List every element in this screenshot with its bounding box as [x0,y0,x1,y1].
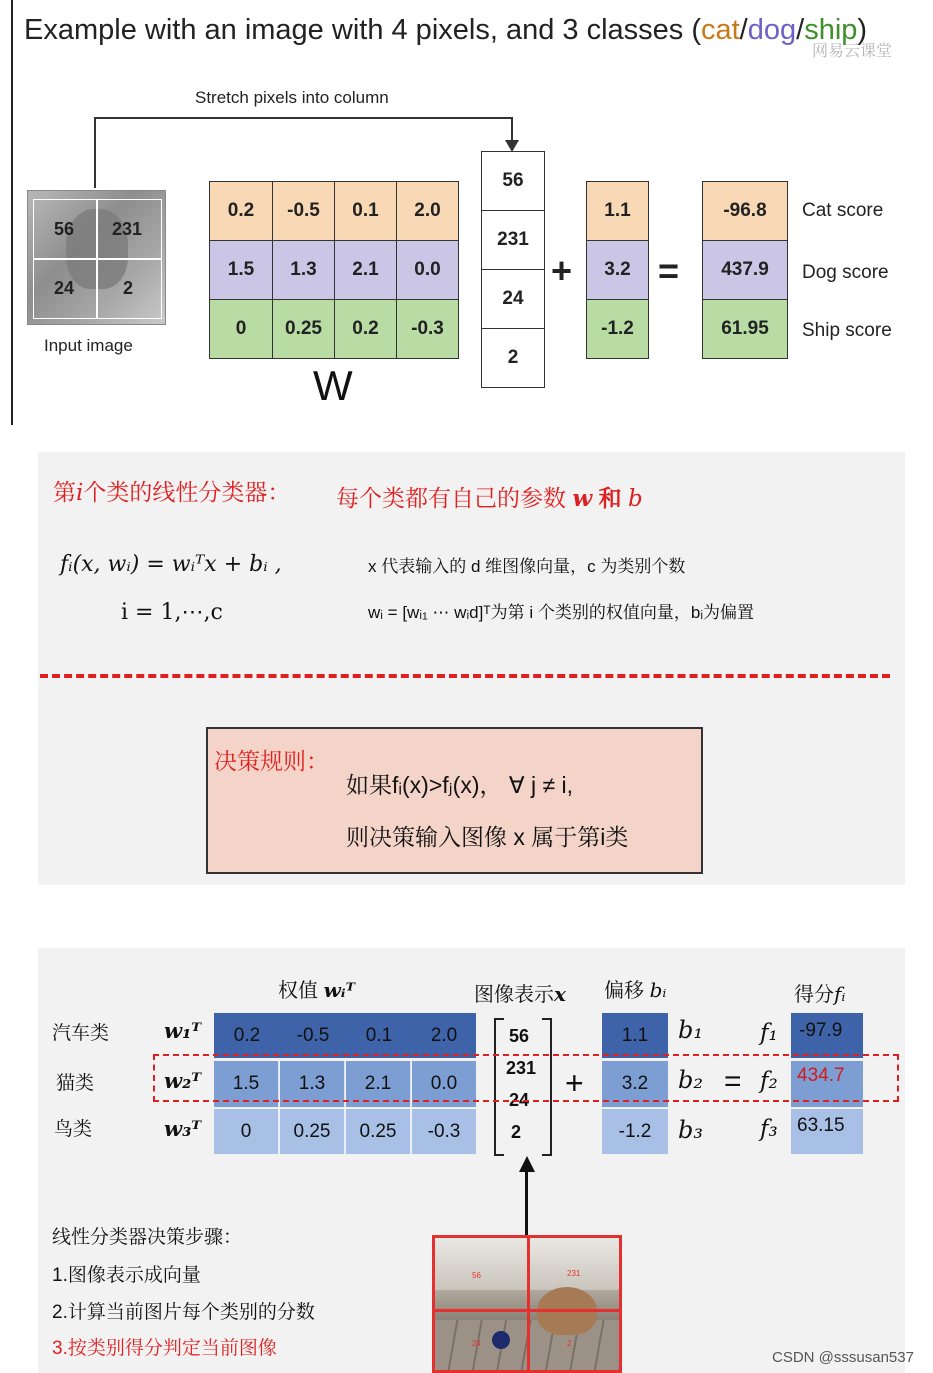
w-cell: -0.3 [396,299,459,359]
subheading-and: 和 [598,485,622,511]
w-cell: 2.0 [396,181,459,241]
photo-pixel-value: 231 [567,1269,581,1278]
f1-symbol: f₁ [760,1020,778,1046]
title-close: ) [857,14,868,46]
kitten-photo [432,1235,622,1373]
title-ship: ship [804,14,858,46]
step-3: 3.按类别得分判定当前图像 [52,1338,277,1359]
header-score [794,978,845,1007]
w-cell: 0 [214,1109,279,1154]
step-2: 2.计算当前图片每个类别的分数 [52,1302,315,1323]
w-cell: 0.25 [272,299,335,359]
header-image [474,978,566,1007]
bottom-panel [38,948,905,1373]
score-label-dog: Dog score [802,262,889,283]
decision-rule-box [206,727,703,874]
w-cell: 0.0 [396,240,459,300]
classifier-subheading [336,480,643,513]
score-label-cat: Cat score [802,200,884,221]
photo-arrow-head [518,1156,536,1172]
formula-line2: i = 1,⋯,c [121,600,223,625]
input-image [27,190,166,325]
b3-symbol: b₃ [678,1116,703,1144]
score-cell: -97.9 [791,1013,863,1058]
w3-symbol: w₃ᵀ [164,1116,202,1141]
title-slash1: / [739,14,748,46]
w-cell: 0.25 [346,1109,411,1154]
x-value: 24 [509,1090,530,1110]
photo-pixel-value: 56 [472,1271,481,1280]
score-cell: 61.95 [702,299,788,359]
cat-row-highlight [153,1054,899,1102]
decision-rule-label: 决策规则： [214,748,329,774]
bias-cell: 1.1 [586,181,649,241]
bottom-equals-sign: = [724,1065,742,1098]
score-cell: 437.9 [702,240,788,300]
steps-title: 线性分类器决策步骤： [52,1227,243,1248]
pixel-value-2: 231 [112,219,143,239]
middle-panel [38,452,905,885]
score-cell-highlight: 434.7 [791,1061,863,1107]
header-weight-sym: wᵢᵀ [323,978,355,1002]
photo-arrow-line [525,1168,528,1236]
w-label: W [313,362,353,409]
w-cell: 0.0 [412,1061,476,1107]
title-dog: dog [747,14,797,46]
header-image-sym: x [554,982,566,1006]
pixel-value-3: 24 [54,278,75,298]
stretch-arrow [90,112,530,192]
score-cell: -96.8 [702,181,788,241]
title-main: Example with an image with 4 pixels, and 3 classes ( [24,14,701,46]
w2-symbol: w₂ᵀ [164,1068,202,1093]
heading-suffix: 个类的线性分类器： [83,479,291,505]
w-cell: 1.3 [272,240,335,300]
pixel-value-1: 56 [54,219,75,239]
top-title [24,14,867,47]
w-cell: 1.5 [209,240,273,300]
w-cell: 0.2 [214,1013,280,1058]
bias-cell: -1.2 [586,299,649,359]
bias-cell: -1.2 [602,1109,668,1154]
w-cell: 1.5 [214,1061,279,1107]
w-cell: 1.3 [280,1061,345,1107]
bias-cell: 3.2 [602,1061,668,1107]
w-cell: -0.3 [412,1109,476,1154]
csdn-footer: CSDN @sssusan537 [772,1349,914,1366]
class-label-cat: 猫类 [56,1073,95,1094]
w-cell: 2.1 [346,1061,411,1107]
header-bias-sym: bᵢ [649,978,667,1002]
equals-sign: = [658,250,680,291]
plus-sign: + [551,250,573,291]
subheading-b: b [627,486,643,512]
header-weight-text: 权值 [278,980,318,1002]
w-cell: 0.2 [334,299,397,359]
photo-pixel-value: 2 [567,1339,572,1348]
bias-cell: 3.2 [586,240,649,300]
f3-symbol: f₃ [760,1116,778,1142]
score-label-ship: Ship score [802,320,892,341]
subheading-text: 每个类都有自己的参数 [336,485,566,511]
pixel-grid [33,199,162,319]
title-slash2: / [796,14,805,46]
formula-line1: fᵢ(x, wᵢ) = wᵢᵀx + bᵢ , [60,552,282,577]
header-bias [604,974,666,1003]
class-label-bird: 鸟类 [54,1119,93,1140]
x-cell: 24 [481,269,545,329]
subheading-w: w [572,485,593,512]
f2-symbol: f₂ [760,1068,778,1094]
left-border-line [11,0,13,425]
stretch-label: Stretch pixels into column [195,88,389,107]
w-cell: 0.25 [280,1109,345,1154]
w-cell: 0 [209,299,273,359]
w-cell: 0.1 [334,181,397,241]
x-cell: 231 [481,210,545,270]
step-1: 1.图像表示成向量 [52,1265,201,1286]
photo-pixel-value: 24 [472,1339,481,1348]
input-image-label: Input image [44,336,133,355]
header-score-text: 得分 [794,984,834,1006]
b2-symbol: b₂ [678,1066,703,1094]
b1-symbol: b₁ [678,1016,703,1044]
score-cell: 63.15 [791,1109,863,1154]
w-cell: 0.1 [346,1013,412,1058]
x-value: 2 [511,1122,522,1142]
bias-cell: 1.1 [602,1013,668,1058]
heading-i: i [76,480,84,506]
watermark: 网易云课堂 [812,43,893,60]
x-value: 56 [509,1026,530,1046]
w-cell: -0.5 [272,181,335,241]
w-cell: 0.2 [209,181,273,241]
header-score-sym: fᵢ [834,982,846,1006]
x-cell: 2 [481,328,545,388]
pixel-value-4: 2 [123,278,134,298]
w-cell: -0.5 [280,1013,346,1058]
red-dashed-divider [40,674,890,678]
classifier-heading [53,474,290,507]
header-weight [278,974,355,1003]
desc-line2: wᵢ = [wᵢ₁ ⋯ wᵢd]ᵀ为第 i 个类别的权值向量，bᵢ为偏置 [368,603,755,622]
bottom-plus-sign: + [565,1065,584,1101]
heading-prefix: 第 [53,479,76,505]
desc-line1: x 代表输入的 d 维图像向量，c 为类别个数 [368,557,686,576]
header-image-text: 图像表示 [474,984,554,1006]
x-cell: 56 [481,151,545,211]
decision-rule-line1: 如果fᵢ(x)>fⱼ(x)， ∀ j ≠ i, [346,772,574,798]
header-bias-text: 偏移 [604,980,644,1002]
w-cell: 2.0 [412,1013,476,1058]
x-value: 231 [506,1058,537,1078]
photo-grid [432,1235,622,1373]
w1-symbol: w₁ᵀ [164,1018,202,1043]
class-label-car: 汽车类 [52,1023,110,1044]
decision-rule-line2: 则决策输入图像 x 属于第i类 [346,824,629,850]
w-cell: 2.1 [334,240,397,300]
title-cat: cat [700,14,740,46]
